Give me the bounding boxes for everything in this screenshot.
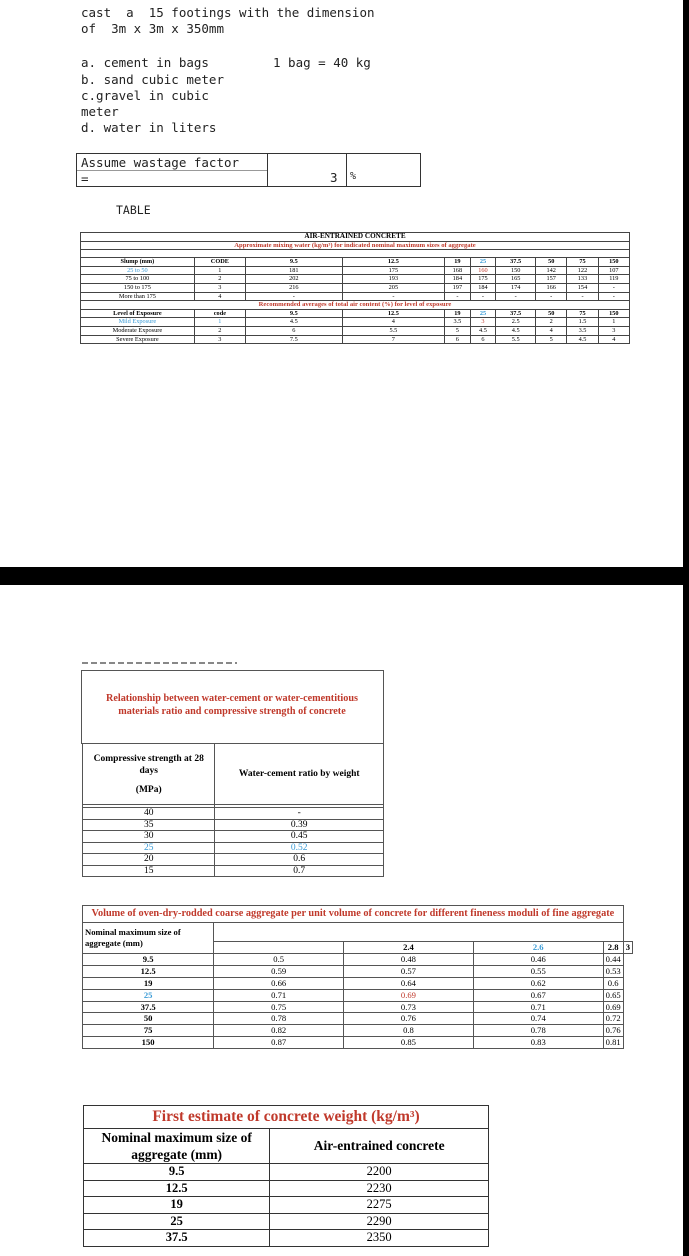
table-cell: 0.76: [603, 1025, 623, 1037]
table-row: [83, 831, 384, 843]
table-cell: 19: [84, 1197, 270, 1214]
item-sand: b. sand cubic meter: [81, 72, 224, 87]
table-row: [83, 808, 384, 820]
table-cell: 142: [536, 266, 567, 275]
table-cell: 25: [83, 989, 214, 1001]
table-cell: 0.65: [603, 989, 623, 1001]
table-cell: 2230: [270, 1180, 489, 1197]
table-cell: 175: [470, 275, 496, 284]
air-entrained-table: [80, 232, 630, 344]
table-cell: 6: [445, 335, 471, 344]
table-cell: 0.48: [344, 953, 474, 965]
item-gravel: c.gravel in cubic: [81, 88, 209, 103]
table-cell: 1: [194, 318, 245, 327]
table-cell: 4: [342, 318, 444, 327]
table-cell: 150: [496, 266, 536, 275]
header-cell: 75: [567, 258, 598, 267]
table-cell: -: [598, 283, 629, 292]
table-cell: 50: [536, 309, 567, 318]
table-row: [83, 989, 633, 1001]
table-cell: 3: [194, 335, 245, 344]
table-cell: [214, 942, 344, 954]
table-cell: 50: [83, 1013, 214, 1025]
table-row: [83, 1037, 633, 1049]
table-cell: 40: [83, 808, 215, 820]
table-cell: Mild Exposure: [81, 318, 195, 327]
table-cell: 0.71: [214, 989, 344, 1001]
table-cell: 0.74: [473, 1013, 603, 1025]
table-cell: 3.5: [445, 318, 471, 327]
header-cell: 19: [445, 258, 471, 267]
coarse-col1-header: Nominal maximum size of aggregate (mm): [83, 923, 214, 954]
wc-col1-header-line2: (MPa): [135, 784, 162, 795]
wc-ratio-table: [82, 743, 384, 877]
table-cell: 205: [342, 283, 444, 292]
table-cell: 2350: [270, 1230, 489, 1247]
table-cell: 5: [445, 326, 471, 335]
table-cell: 0.82: [214, 1025, 344, 1037]
wastage-eq: =: [81, 171, 89, 186]
table-cell: 25: [470, 309, 496, 318]
table-cell: 184: [445, 275, 471, 284]
table-cell: -: [342, 292, 444, 301]
table-cell: 0.69: [344, 989, 474, 1001]
header-cell: 9.5: [245, 258, 342, 267]
header-cell: CODE: [194, 258, 245, 267]
table-cell: 0.69: [603, 1001, 623, 1013]
table-cell: 6: [245, 326, 342, 335]
table-cell: 2.6: [473, 942, 603, 954]
table-cell: 0.7: [215, 865, 384, 877]
table-cell: 20: [83, 854, 215, 866]
table-row: [84, 1230, 489, 1247]
page-edge: [683, 0, 689, 567]
table-cell: 0.66: [214, 977, 344, 989]
table-cell: 0.75: [214, 1001, 344, 1013]
table-cell: 0.87: [214, 1037, 344, 1049]
table-cell: 4: [536, 326, 567, 335]
table-row: [83, 854, 384, 866]
table-row: [81, 283, 630, 292]
wastage-unit: %: [350, 171, 357, 182]
table-row: [83, 842, 384, 854]
table-cell: 2290: [270, 1213, 489, 1230]
table-cell: -: [215, 808, 384, 820]
table-row: [83, 953, 633, 965]
table-cell: 181: [245, 266, 342, 275]
table-cell: 2.8: [603, 942, 623, 954]
table-cell: 0.6: [603, 977, 623, 989]
table-cell: 0.85: [344, 1037, 474, 1049]
table-cell: -: [598, 292, 629, 301]
table-cell: 0.8: [344, 1025, 474, 1037]
table-cell: -: [536, 292, 567, 301]
table-cell: code: [194, 309, 245, 318]
table-cell: 2.4: [344, 942, 474, 954]
table-cell: Severe Exposure: [81, 335, 195, 344]
table-cell: 0.73: [344, 1001, 474, 1013]
table-cell: 119: [598, 275, 629, 284]
wastage-value: 3: [330, 170, 338, 185]
table-cell: 4.5: [567, 335, 598, 344]
wc-col2-header: Water-cement ratio by weight: [215, 744, 384, 805]
table-cell: 30: [83, 831, 215, 843]
table-cell: 0.39: [215, 819, 384, 831]
table-cell: 12.5: [83, 965, 214, 977]
table-cell: 168: [445, 266, 471, 275]
table-cell: [214, 923, 623, 942]
table-cell: 75: [567, 309, 598, 318]
header-cell: Slump (mm): [81, 258, 195, 267]
header-cell: 150: [598, 258, 629, 267]
table-cell: 2275: [270, 1197, 489, 1214]
table-cell: 160: [470, 266, 496, 275]
table-cell: 0.71: [473, 1001, 603, 1013]
table-cell: 15: [83, 865, 215, 877]
table-cell: 37.5: [496, 309, 536, 318]
table-row: [81, 326, 630, 335]
table-cell: 0.5: [214, 953, 344, 965]
table-row: [83, 965, 633, 977]
table-cell: 0.78: [473, 1025, 603, 1037]
table-row: [83, 865, 384, 877]
table-cell: 5: [536, 335, 567, 344]
page-edge: [683, 585, 689, 1256]
table-row: [81, 292, 630, 301]
table-cell: 7.5: [245, 335, 342, 344]
air-table-header-2: [81, 309, 630, 318]
table-label: TABLE: [116, 203, 151, 217]
table-cell: 0.52: [215, 842, 384, 854]
table-cell: 12.5: [342, 309, 444, 318]
cutoff-heading: [82, 662, 237, 664]
item-cement: a. cement in bags: [81, 55, 209, 70]
wc-col1-header: [83, 744, 215, 805]
table-cell: 3: [623, 942, 632, 954]
table-cell: 0.78: [214, 1013, 344, 1025]
table-cell: Level of Exposure: [81, 309, 195, 318]
table-cell: 9.5: [84, 1164, 270, 1181]
table-cell: 1.5: [567, 318, 598, 327]
wastage-box: [76, 153, 421, 187]
table-cell: 154: [567, 283, 598, 292]
table-cell: 9.5: [83, 953, 214, 965]
table-cell: 3: [470, 318, 496, 327]
table-row: [83, 1013, 633, 1025]
table-cell: 0.45: [215, 831, 384, 843]
table-cell: 9.5: [245, 309, 342, 318]
table-cell: 4: [194, 292, 245, 301]
table-cell: 37.5: [84, 1230, 270, 1247]
table-cell: 0.81: [603, 1037, 623, 1049]
table-cell: [81, 250, 630, 258]
item-water: d. water in liters: [81, 120, 217, 135]
coarse-aggregate-table: [82, 905, 633, 1049]
table-cell: 0.76: [344, 1013, 474, 1025]
table-cell: -: [567, 292, 598, 301]
table-cell: 5.5: [342, 326, 444, 335]
table-cell: 0.46: [473, 953, 603, 965]
concrete-weight-table: [83, 1105, 489, 1247]
table-cell: 150: [83, 1037, 214, 1049]
table-row: [81, 335, 630, 344]
header-cell: 37.5: [496, 258, 536, 267]
table-row: [84, 1180, 489, 1197]
page-divider: [0, 567, 689, 585]
table-cell: 216: [245, 283, 342, 292]
header-cell: 25: [470, 258, 496, 267]
table-cell: 0.72: [603, 1013, 623, 1025]
table-cell: 2: [194, 275, 245, 284]
table-cell: 0.83: [473, 1037, 603, 1049]
table-cell: 7: [342, 335, 444, 344]
table-row: [83, 1001, 633, 1013]
table-cell: 0.67: [473, 989, 603, 1001]
table-cell: 122: [567, 266, 598, 275]
table-cell: 4.5: [245, 318, 342, 327]
table-row: [81, 318, 630, 327]
header-cell: 12.5: [342, 258, 444, 267]
table-cell: 2.5: [496, 318, 536, 327]
table-cell: 2200: [270, 1164, 489, 1181]
table-cell: 0.6: [215, 854, 384, 866]
table-cell: 0.44: [603, 953, 623, 965]
air-table-title: AIR-ENTRAINED CONCRETE: [81, 233, 630, 242]
air-table-subtitle: Approximate mixing water (kg/m³) for indicated nominal maximum sizes of aggregate: [81, 241, 630, 250]
table-cell: 0.53: [603, 965, 623, 977]
table-cell: 165: [496, 275, 536, 284]
weight-col1-header: Nominal maximum size of aggregate (mm): [84, 1129, 270, 1164]
table-row: [83, 977, 633, 989]
table-cell: -: [445, 292, 471, 301]
table-cell: 107: [598, 266, 629, 275]
table-cell: 184: [470, 283, 496, 292]
table-cell: 25: [83, 842, 215, 854]
wastage-label: Assume wastage factor: [81, 155, 240, 170]
table-cell: 1: [598, 318, 629, 327]
problem-line-2: of 3m x 3m x 350mm: [81, 21, 224, 36]
table-cell: -: [470, 292, 496, 301]
table-cell: 19: [445, 309, 471, 318]
problem-line-1: cast a 15 footings with the dimension: [81, 5, 375, 20]
table-cell: 25: [84, 1213, 270, 1230]
table-row: [83, 819, 384, 831]
table-cell: 75 to 100: [81, 275, 195, 284]
wc-table-title: Relationship between water-cement or water-cementitious materials ratio and compressive strength of concrete: [106, 693, 358, 717]
item-gravel-cont: meter: [81, 104, 119, 119]
table-cell: 150 to 175: [81, 283, 195, 292]
table-cell: 193: [342, 275, 444, 284]
table-cell: 3: [598, 326, 629, 335]
table-row: [84, 1164, 489, 1181]
table-cell: 174: [496, 283, 536, 292]
table-cell: 4.5: [496, 326, 536, 335]
table-cell: 37.5: [83, 1001, 214, 1013]
table-cell: 150: [598, 309, 629, 318]
table-cell: Moderate Exposure: [81, 326, 195, 335]
header-cell: 50: [536, 258, 567, 267]
table-cell: 175: [342, 266, 444, 275]
table-cell: 2: [536, 318, 567, 327]
wc-col1-header-line1: Compressive strength at 28 days: [93, 753, 204, 776]
air-table-subtitle-2: Recommended averages of total air content (%) for level of exposure: [81, 301, 630, 310]
table-row: [84, 1197, 489, 1214]
table-cell: 0.59: [214, 965, 344, 977]
table-row: [84, 1213, 489, 1230]
table-cell: 0.64: [344, 977, 474, 989]
table-row: [83, 1025, 633, 1037]
table-cell: 75: [83, 1025, 214, 1037]
bag-note: 1 bag = 40 kg: [273, 55, 371, 70]
table-cell: 0.62: [473, 977, 603, 989]
table-cell: 3.5: [567, 326, 598, 335]
table-cell: 35: [83, 819, 215, 831]
table-cell: 0.55: [473, 965, 603, 977]
table-cell: -: [245, 292, 342, 301]
table-cell: 0.57: [344, 965, 474, 977]
air-table-header: [81, 258, 630, 267]
table-cell: 166: [536, 283, 567, 292]
table-cell: 4.5: [470, 326, 496, 335]
table-cell: 3: [194, 283, 245, 292]
coarse-table-title: Volume of oven-dry-rodded coarse aggregate per unit volume of concrete for different fineness moduli of fine aggregate: [83, 906, 624, 923]
table-cell: 133: [567, 275, 598, 284]
table-cell: 19: [83, 977, 214, 989]
table-cell: 4: [598, 335, 629, 344]
table-cell: 157: [536, 275, 567, 284]
weight-table-title: First estimate of concrete weight (kg/m³): [84, 1106, 489, 1129]
table-cell: 12.5: [84, 1180, 270, 1197]
table-cell: 202: [245, 275, 342, 284]
table-cell: 6: [470, 335, 496, 344]
table-cell: More than 175: [81, 292, 195, 301]
table-row: [81, 266, 630, 275]
table-cell: 5.5: [496, 335, 536, 344]
table-cell: 25 to 50: [81, 266, 195, 275]
table-cell: 1: [194, 266, 245, 275]
table-cell: 197: [445, 283, 471, 292]
weight-col2-header: Air-entrained concrete: [270, 1129, 489, 1164]
table-cell: -: [496, 292, 536, 301]
table-cell: 2: [194, 326, 245, 335]
table-row: [81, 275, 630, 284]
